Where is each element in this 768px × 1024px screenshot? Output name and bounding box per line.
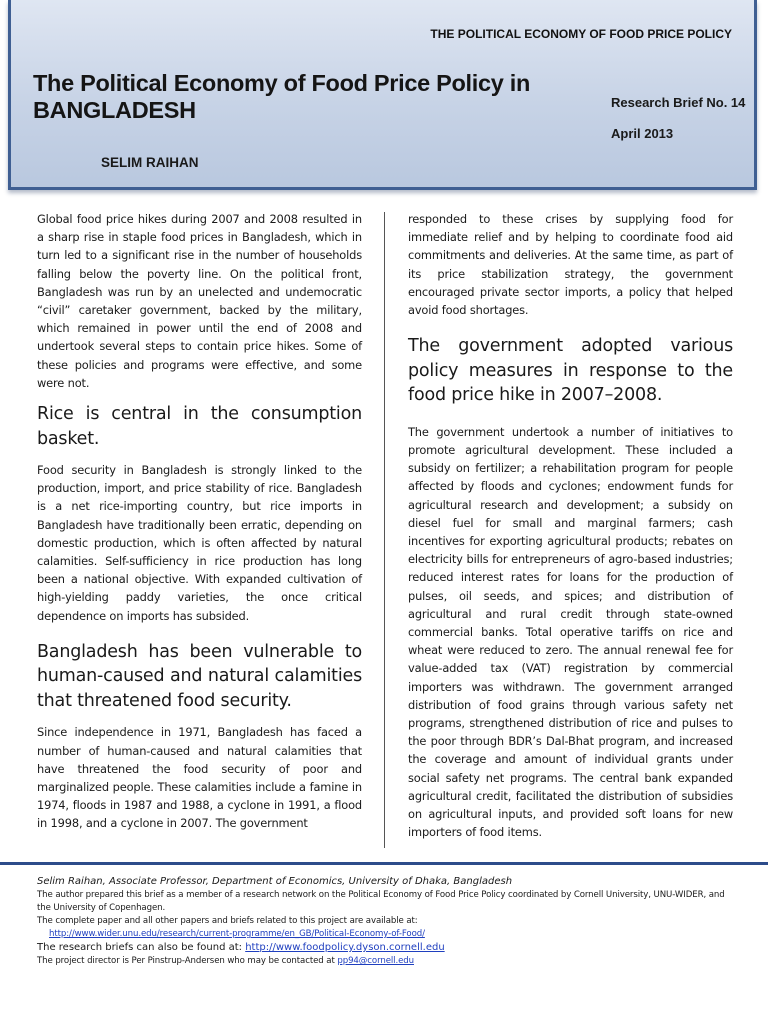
section-heading-rice: Rice is central in the consumption basket. <box>37 404 362 449</box>
page-title: The Political Economy of Food Price Policy in BANGLADESH <box>33 70 531 123</box>
header-banner <box>8 0 757 190</box>
footer-rule <box>0 862 768 865</box>
series-title: THE POLITICAL ECONOMY OF FOOD PRICE POLICY <box>430 27 732 41</box>
director-email-link[interactable]: pp94@cornell.edu <box>337 956 414 966</box>
section-heading-calamities: Bangladesh has been vulnerable to human-caused and natural calamities that threatened food security. <box>37 641 362 711</box>
intro-paragraph: Global food price hikes during 2007 and 2008 resulted in a sharp rise in staple food prices in Bangladesh, which in turn led to a significant rise in the number of households falling below the poverty line. On the political front, Bangladesh was run by an unelected and undemocratic “civil” caretaker government, backed by the military, which remained in power until the end of 2008 and undertook several steps to contain price hikes. Some of these policies and programs were effective, and some were not. <box>37 212 362 390</box>
availability-note: The complete paper and all other papers and briefs related to this project are available at: <box>37 916 418 926</box>
publication-date: April 2013 <box>611 126 674 141</box>
author-name: SELIM RAIHAN <box>101 155 199 170</box>
author-affiliation: Selim Raihan, Associate Professor, Department of Economics, University of Dhaka, Bangladesh <box>37 876 513 887</box>
brief-number: Research Brief No. 14 <box>611 95 746 110</box>
network-note: The author prepared this brief as a member of a research network on the Political Economy of Food Price Policy coordinated by Cornell University, UNU-WIDER, and the University of Copenhagen. <box>37 890 725 913</box>
left-column <box>37 210 362 833</box>
section-heading-policy: The government adopted various policy measures in response to the food price hike in 2007–2008. <box>408 336 733 406</box>
response-paragraph: responded to these crises by supplying food for immediate relief and by helping to coordinate food aid commitments and deliveries. At the same time, as part of its price stabilization strategy, the government encouraged private sector imports, a policy that helped avoid food shortages. <box>408 212 733 318</box>
research-briefs-note: The research briefs can also be found at: http://www.foodpolicy.dyson.cornell.edu <box>37 942 445 953</box>
rice-paragraph: Food security in Bangladesh is strongly linked to the production, import, and price stability of rice. Bangladesh is a net rice-importing country, but rice imports in Bangladesh have traditionally been erratic, depending on domestic production, which is often affected by natural calamities. Self-sufficiency in rice production has long been a national objective. With expanded cultivation of high-yielding paddy varieties, the once critical dependence on imports has subsided. <box>37 463 362 623</box>
wider-link[interactable]: http://www.wider.unu.edu/research/current-programme/en_GB/Political-Economy-of-Food/ <box>49 929 425 939</box>
foodpolicy-link[interactable]: http://www.foodpolicy.dyson.cornell.edu <box>245 942 445 953</box>
calamities-paragraph: Since independence in 1971, Bangladesh has faced a number of human-caused and natural calamities that have threatened the food security of poor and marginalized people. These calamities include a famine in 1974, floods in 1987 and 1988, a cyclone in 1991, a flood in 1998, and a cyclone in 2007. The government <box>37 725 362 831</box>
right-column <box>408 210 733 841</box>
policy-paragraph: The government undertook a number of initiatives to promote agricultural development. These included a subsidy on fertilizer; a rehabilitation program for people affected by floods and cyclones; endowment funds for agricultural research and development; a subsidy on diesel fuel for small and marginal farmers; cash incentives for exporting agricultural products; rebates on electricity bills for entrepreneurs of agro-based industries; reduced interest rates for loans for the production of pulses, oil seeds, and spices; and distribution of agricultural and rural credit through state-owned commercial banks. Total operative tariffs on rice and wheat were reduced to zero. The annual renewal fee for value-added tax (VAT) registration by commercial importers was withdrawn. The government arranged distribution of food grains through various safety net programs, strengthened distribution of rice and pulses to the poor through BDR’s Dal-Bhat program, and increased the coverage and amount of individual grants under social safety net programs. The central bank expanded agricultural credit, facilitated the distribution of subsidies on agricultural inputs, and provided soft loans for new importers of food items. <box>408 424 733 840</box>
column-divider <box>384 212 385 848</box>
director-note: The project director is Per Pinstrup-Andersen who may be contacted at pp94@cornell.edu <box>37 956 414 966</box>
footer <box>37 875 737 968</box>
